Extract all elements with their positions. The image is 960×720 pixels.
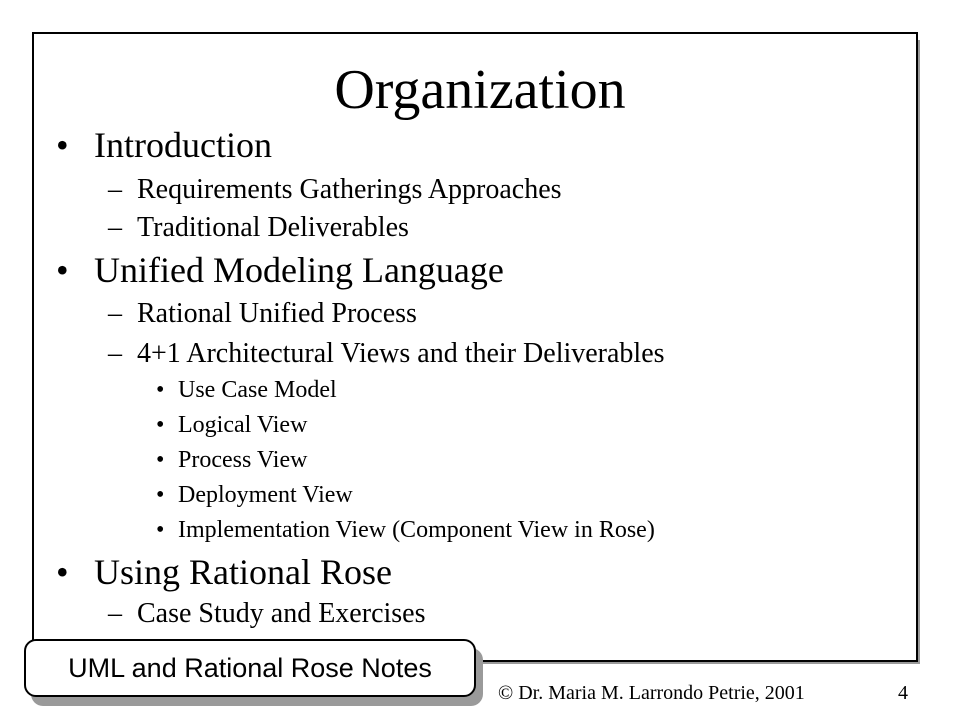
dash-marker: – [108,298,122,329]
footer-copyright: © Dr. Maria M. Larrondo Petrie, 2001 [498,682,805,704]
outline-item-text: Process View [178,447,308,473]
outline-item-text: Use Case Model [178,377,337,403]
outline-item-text: Traditional Deliverables [137,212,409,243]
bullet-marker: • [156,377,165,403]
bullet-marker: • [56,552,69,592]
outline-item-text: Deployment View [178,482,353,508]
bullet-marker: • [156,412,165,438]
bullet-marker: • [156,482,165,508]
footer-course-box [24,639,476,697]
outline-item-text: Requirements Gatherings Approaches [137,174,562,205]
outline-item-text: Logical View [178,412,308,438]
dash-marker: – [108,212,122,243]
outline-item-text: Using Rational Rose [94,552,392,592]
dash-marker: – [108,338,122,369]
bullet-marker: • [56,250,69,290]
outline-item-text: Case Study and Exercises [137,598,426,629]
slide-title: Organization [334,59,626,121]
page-number: 4 [898,682,908,704]
bullet-marker: • [56,125,69,165]
outline-item-text: 4+1 Architectural Views and their Deliverables [137,338,665,369]
outline-item-text: Unified Modeling Language [94,250,504,290]
outline-item-text: Implementation View (Component View in Rose) [178,517,655,543]
footer-course-label: UML and Rational Rose Notes [68,652,432,683]
bullet-marker: • [156,517,165,543]
dash-marker: – [108,598,122,629]
outline-item-text: Introduction [94,125,272,165]
outline-item-text: Rational Unified Process [137,298,417,329]
bullet-marker: • [156,447,165,473]
dash-marker: – [108,174,122,205]
